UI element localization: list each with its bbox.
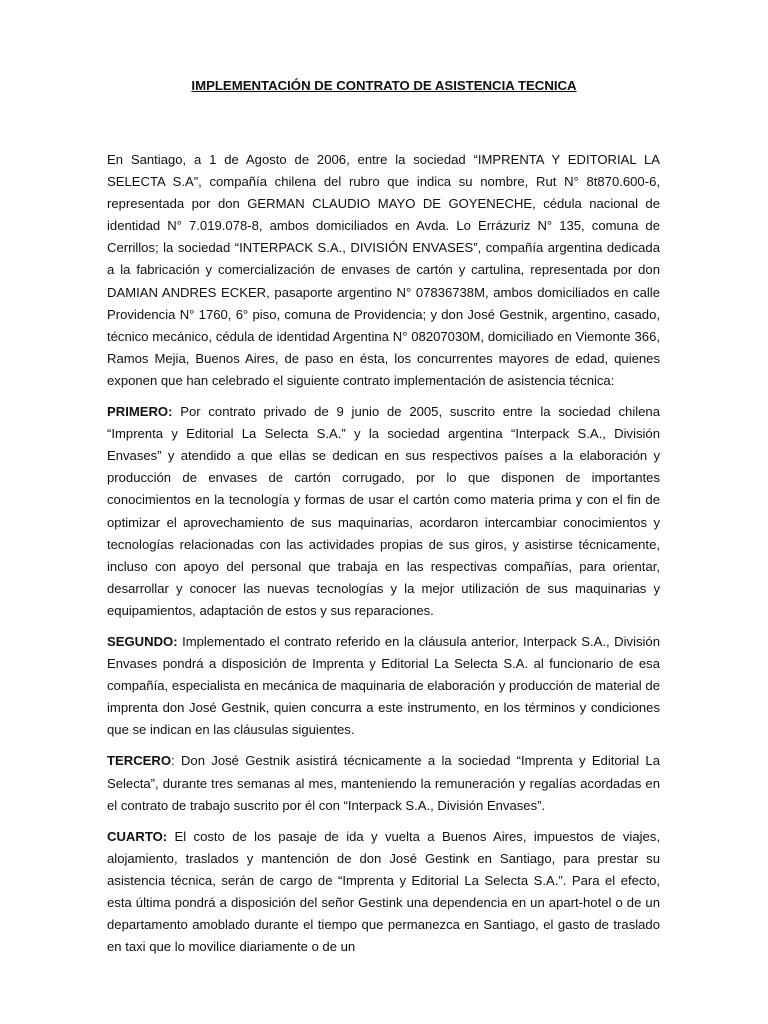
- clause-text: El costo de los pasaje de ida y vuelta a Buenos Aires, impuestos de viajes, alojamiento, traslados y mantención de don José Gestink en Santiago, para prestar su asistencia técnica, serán de cargo de “Imprenta y Editorial La Selecta S.A.”. Para el efecto, esta última pondrá a disposición del señor Gestink una dependencia en un apart-hotel o de un departamento amoblado durante el tiempo que permanezca en Santiago, el gasto de traslado en taxi que lo movilice diariamente o de un: [107, 828, 660, 955]
- document-body: [107, 149, 660, 967]
- clause-lead: CUARTO:: [107, 828, 168, 844]
- paragraph-intro: [107, 149, 660, 392]
- paragraph-cuarto: [107, 826, 660, 959]
- clause-lead: TERCERO: [107, 753, 172, 769]
- clause-text: Implementado el contrato referido en la cláusula anterior, Interpack S.A., División Envases pondrá a disposición de Imprenta y Editorial La Selecta S.A. al funcionario de esa compañía, especialista en mecánica de maquinaria de elaboración y producción de material de imprenta don José Gestnik, quien concurra a este instrumento, en los términos y condiciones que se indican en las cláusulas siguientes.: [107, 633, 660, 738]
- clause-text: En Santiago, a 1 de Agosto de 2006, entre la sociedad “IMPRENTA Y EDITORIAL LA SELECTA S.A”, compañía chilena del rubro que indica su nombre, Rut N° 8t870.600-6, representada por don GERMAN CLAUDIO MAYO DE GOYENECHE, cédula nacional de identidad N° 7.019.078-8, ambos domiciliados en Avda. Lo Errázuriz N° 135, comuna de Cerrillos; la sociedad “INTERPACK S.A., DIVISIÓN ENVASES”, compañía argentina dedicada a la fabricación y comercialización de envases de cartón y cartulina, representada por don DAMIAN ANDRES ECKER, pasaporte argentino N° 07836738M, ambos domiciliados en calle Providencia N° 1760, 6° piso, comuna de Providencia; y don José Gestnik, argentino, casado, técnico mecánico, cédula de identidad Argentina N° 08207030M, domiciliado en Viemonte 366, Ramos Mejia, Buenos Aires, de paso en ésta, los concurrentes mayores de edad, quienes exponen que han celebrado el siguiente contrato implementación de asistencia técnica:: [107, 152, 660, 388]
- document-title: IMPLEMENTACIÓN DE CONTRATO DE ASISTENCIA TECNICA: [191, 78, 577, 93]
- paragraph-primero: [107, 401, 660, 622]
- paragraph-segundo: [107, 631, 660, 741]
- paragraph-tercero: [107, 750, 660, 816]
- clause-lead: PRIMERO:: [107, 404, 173, 420]
- clause-lead: SEGUNDO:: [107, 633, 178, 649]
- clause-text: Por contrato privado de 9 junio de 2005, suscrito entre la sociedad chilena “Imprenta y Editorial La Selecta S.A.” y la sociedad argentina “Interpack S.A., División Envases” y atendido a que ellas se dedican en sus respectivos países a la elaboración y producción de envases de cartón corrugado, por lo que disponen de importantes conocimientos en la tecnología y formas de usar el cartón como materia prima y con el fin de optimizar el aprovechamiento de sus maquinarias, acordaron intercambiar conocimientos y tecnologías relacionadas con las actividades propias de sus giros, y asistirse técnicamente, incluso con apoyo del personal que trabaja en las respectivas compañías, para orientar, desarrollar y conocer las nuevas tecnologías y la mejor utilización de sus maquinarias y equipamientos, adaptación de estos y sus reparaciones.: [107, 404, 660, 618]
- clause-text: : Don José Gestnik asistirá técnicamente a la sociedad “Imprenta y Editorial La Selecta”, durante tres semanas al mes, manteniendo la remuneración y regalías acordadas en el contrato de trabajo suscrito por él con “Interpack S.A., División Envases”.: [107, 753, 660, 813]
